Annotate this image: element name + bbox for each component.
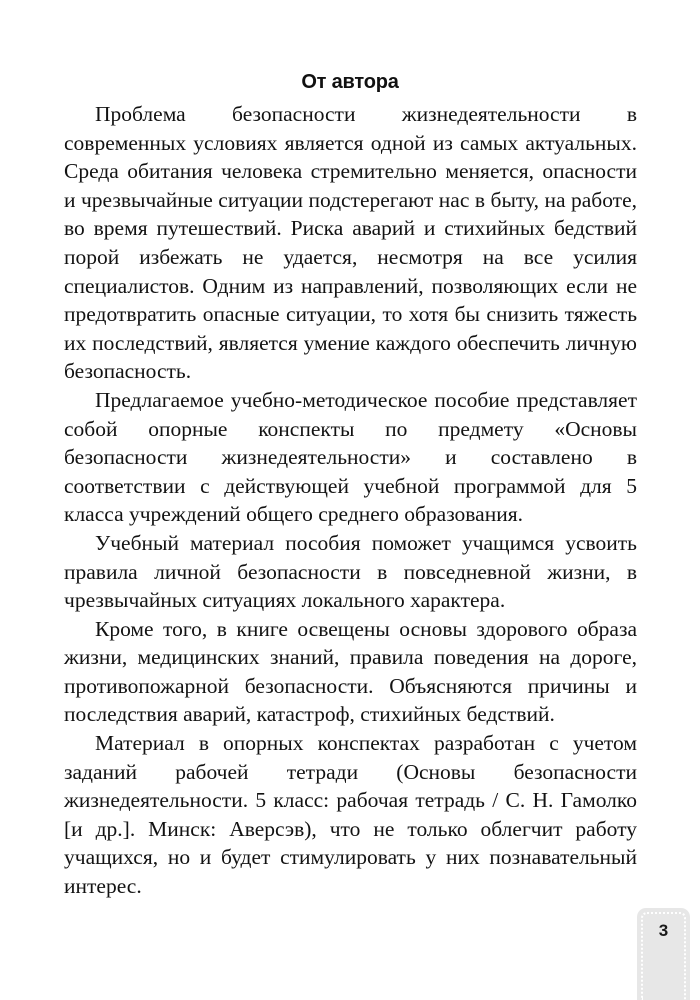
paragraph: Учебный материал пособия поможет учащимся усвоить правила личной безопасности в повседневной жизни, в чрезвычайных ситуациях локального характера. <box>64 530 637 613</box>
page-number-tab <box>637 908 690 1000</box>
paragraph: Предлагаемое учебно-методическое пособие представляет собой опорные конспекты по предмету «Основы безопасности жизнедеятельности» и составлено в соответствии с действующей учебной программой для 5 класса учреждений общего среднего образования. <box>64 387 637 527</box>
paragraph: Материал в опорных конспектах разработан с учетом заданий рабочей тетради (Основы безопасности жизнедеятельности. 5 класс: рабочая тетрадь / С. Н. Гамолко [и др.]. Минск: Аверсэв), что не только облегчит работу учащихся, но и будет стимулировать у них познавательный интерес. <box>64 731 637 899</box>
paragraph: Проблема безопасности жизнедеятельности в современных условиях является одной из самых актуальных. Среда обитания человека стремительно меняется, опасности и чрезвычайные ситуации подстерегают нас в быту, на работе, во время путешествий. Риска аварий и стихийных бедствий порой избежать не удается, несмотря на все усилия специалистов. Одним из направлений, позволяющих если не предотвратить опасные ситуации, то хотя бы снизить тяжесть их последствий, является умение каждого обеспечить личную безопасность. <box>64 102 637 384</box>
paragraph: Кроме того, в книге освещены основы здорового образа жизни, медицинских знаний, правила поведения на дороге, противопожарной безопасности. Объясняются причины и последствия аварий, катастроф, стихийных бедствий. <box>64 616 637 727</box>
page-title: От автора <box>301 71 399 94</box>
page-number: 3 <box>658 921 669 940</box>
body-text-column <box>64 100 637 901</box>
